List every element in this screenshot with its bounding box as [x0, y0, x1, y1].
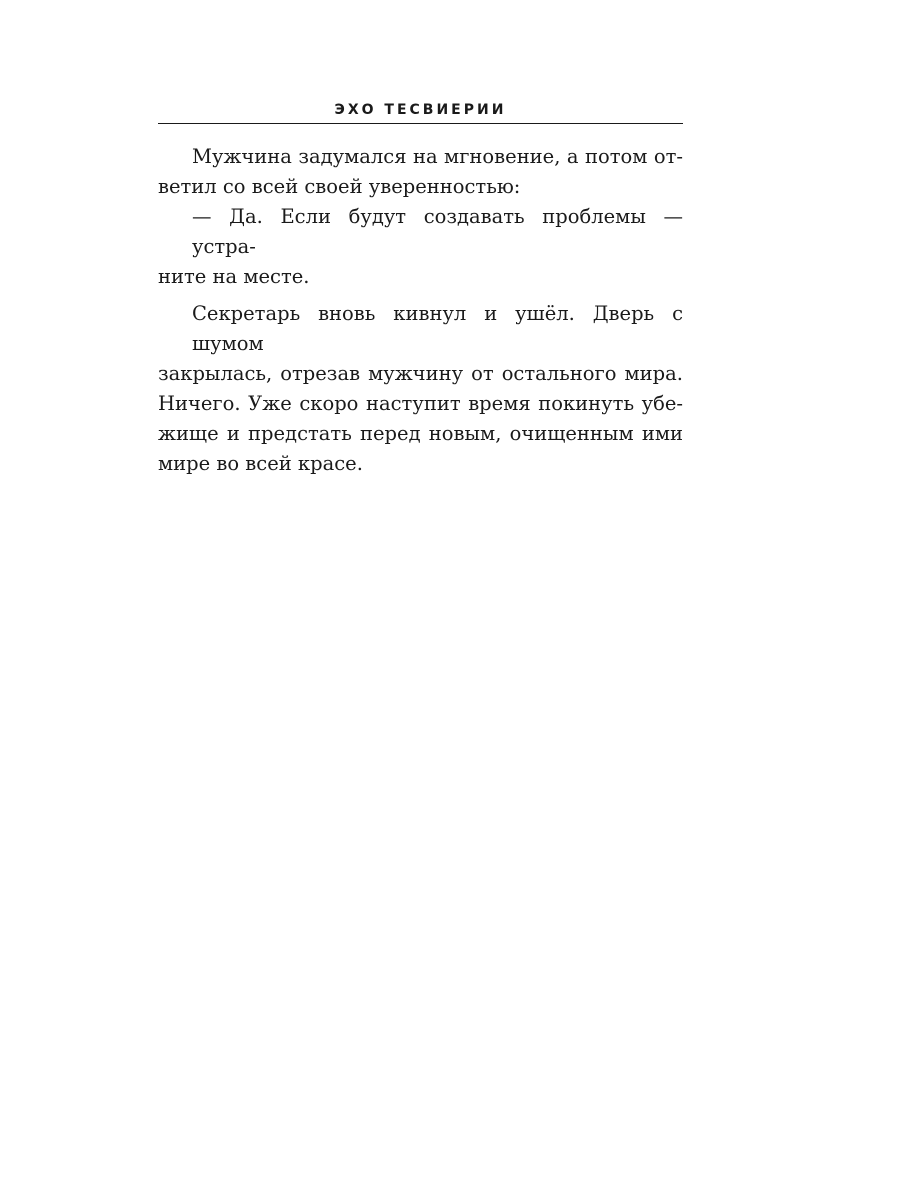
paragraph-2	[158, 202, 683, 292]
text-line: ветил со всей своей уверенностью:	[158, 175, 521, 198]
text-line: закрылась, отрезав мужчину от остального мира.	[158, 362, 683, 385]
text-line: Секретарь вновь кивнул и ушёл. Дверь с шумом	[192, 302, 683, 355]
text-line: мире во всей красе.	[158, 452, 363, 475]
paragraph-1	[158, 142, 683, 202]
text-line: Ничего. Уже скоро наступит время покинуть убе-	[158, 392, 683, 415]
text-line: ните на месте.	[158, 265, 310, 288]
header-rule	[158, 123, 683, 124]
body-text	[158, 142, 683, 479]
text-line: жище и предстать перед новым, очищенным ими	[158, 422, 683, 445]
text-line: — Да. Если будут создавать проблемы — устра-	[192, 205, 683, 258]
text-line: Мужчина задумался на мгновение, а потом от-	[192, 145, 683, 168]
running-head: ЭХО ТЕСВИЕРИИ	[334, 102, 507, 118]
paragraph-3	[158, 299, 683, 479]
